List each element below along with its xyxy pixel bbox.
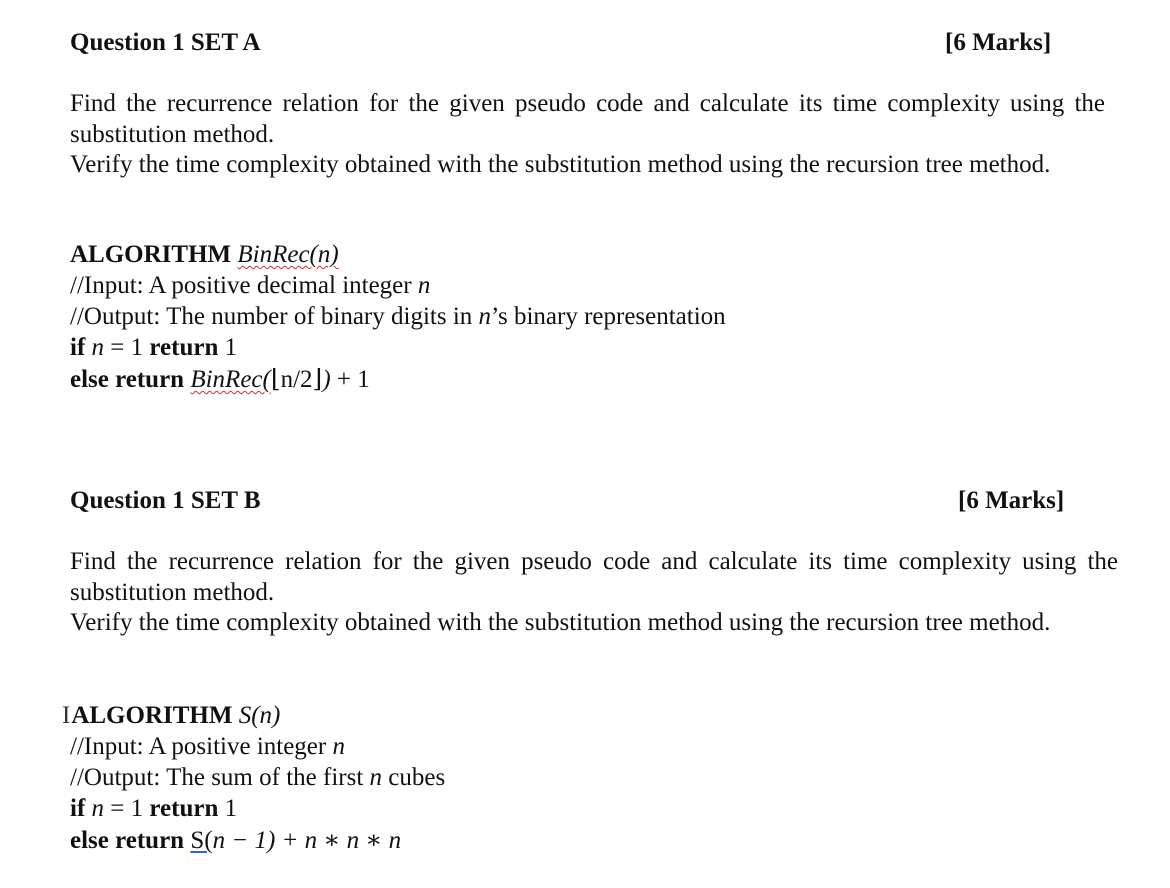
- set-b-algorithm-header: IALGORITHM S(n): [62, 702, 281, 729]
- set-b-output-comment: //Output: The sum of the first n cubes: [70, 764, 446, 791]
- set-b-marks: [6 Marks]: [958, 487, 1065, 514]
- set-b-recursive-call: S(: [190, 827, 213, 854]
- set-a-if-line: if n = 1 return 1: [70, 334, 238, 361]
- set-b-else-line: else return S(n − 1) + n ∗ n ∗ n: [70, 827, 402, 854]
- set-a-recursive-call: BinRec(: [190, 366, 271, 393]
- set-a-input-comment: //Input: A positive decimal integer n: [70, 272, 431, 299]
- set-a-algorithm-header: ALGORITHM BinRec(n): [70, 241, 339, 268]
- set-a-paragraph-2: Verify the time complexity obtained with the substitution method using the recursion tree method.: [70, 151, 1051, 178]
- set-b-input-comment: //Input: A positive integer n: [70, 733, 345, 760]
- set-b-paragraph-1: Find the recurrence relation for the given pseudo code and calculate its time complexity using the substitution method.: [70, 548, 1118, 606]
- set-a-output-comment: //Output: The number of binary digits in n’s binary representation: [70, 303, 726, 330]
- set-a-marks: [6 Marks]: [945, 29, 1052, 56]
- set-b-title: Question 1 SET B: [70, 487, 261, 514]
- set-a-title: Question 1 SET A: [70, 29, 261, 56]
- set-a-else-line: else return BinRec(⌊n/2⌋) + 1: [70, 366, 370, 393]
- set-b-if-line: if n = 1 return 1: [70, 795, 238, 822]
- text-cursor-icon: I: [62, 702, 71, 729]
- set-b-paragraph-2: Verify the time complexity obtained with the substitution method using the recursion tree method.: [70, 609, 1051, 636]
- set-a-algorithm-name: BinRec(n): [237, 241, 339, 268]
- set-b-algorithm-name: S(n): [238, 702, 281, 729]
- set-a-paragraph-1: Find the recurrence relation for the given pseudo code and calculate its time complexity using the substitution method.: [70, 90, 1105, 148]
